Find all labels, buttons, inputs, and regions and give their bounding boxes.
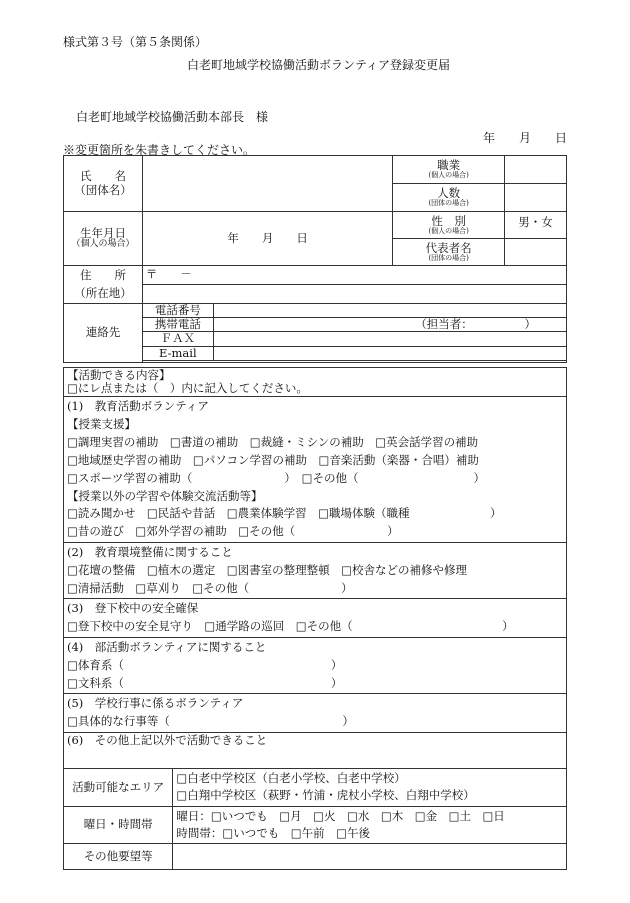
section-2-options-2[interactable]: □清掃活動 □草刈り □その他（ ）: [67, 580, 353, 595]
address-sublabel: （所在地）: [74, 286, 132, 300]
section-1-options-3[interactable]: □スポーツ学習の補助（ ） □その他（ ）: [67, 470, 486, 485]
schedule-days[interactable]: 曜日：□いつでも □月 □火 □水 □木 □金 □土 □日: [176, 808, 505, 823]
section-3-title: (3) 登下校中の安全確保: [67, 601, 199, 616]
rep-label: 代表者名: [425, 240, 472, 255]
section-1-options-4[interactable]: □読み聞かせ □民話や昔話 □農業体験学習 □職場体験（職種 ）: [67, 506, 502, 521]
section-1-subheading-class: 【授業支援】: [67, 417, 136, 432]
rep-label-cell: [393, 239, 505, 266]
name-label: 氏 名: [79, 169, 126, 184]
area-option-hakusho[interactable]: □白翔中学校区（萩野・竹浦・虎杖小学校、白翔中学校）: [176, 788, 475, 803]
birth-date-value: 年 月 日: [227, 230, 308, 245]
email-field[interactable]: [213, 346, 566, 360]
gender-label-cell: [393, 212, 505, 239]
section-4-options-2[interactable]: □文科系（ ）: [67, 675, 343, 690]
section-1-options-2[interactable]: □地域歴史学習の補助 □パソコン学習の補助 □音楽活動（楽器・合唱）補助: [67, 452, 479, 467]
section-2-title: (2) 教育環境整備に関すること: [67, 544, 233, 559]
activities-instruction: □にレ点または（ ）内に記入してください。: [67, 381, 308, 396]
section-5-options-1[interactable]: □具体的な行事等（ ）: [67, 714, 354, 729]
occupation-field[interactable]: [505, 156, 567, 184]
section-4-options-1[interactable]: □体育系（ ）: [67, 657, 343, 672]
name-label-cell: [64, 156, 143, 212]
birth-label: 生年月日: [79, 225, 126, 240]
basic-info-table: [63, 155, 567, 363]
section-1-options-1[interactable]: □調理実習の補助 □書道の補助 □裁縫・ミシンの補助 □英会話学習の補助: [67, 435, 479, 450]
person-in-charge: （担当者： ）: [415, 317, 536, 332]
document-title: 白老町地域学校協働活動ボランティア登録変更届: [187, 58, 451, 72]
mobile-field[interactable]: [213, 318, 566, 332]
schedule-label-cell: [64, 806, 173, 844]
occupation-label: 職業: [437, 158, 461, 173]
spacer: [142, 360, 566, 362]
section-1-options-5[interactable]: □昔の遊び □郊外学習の補助 □その他（ ）: [67, 524, 399, 539]
section-5-title: (5) 学校行事に係るボランティア: [67, 696, 244, 711]
address-label-cell: [64, 266, 143, 304]
section-2: [64, 542, 567, 598]
activities-table: [63, 367, 567, 870]
occupation-sublabel: (個人の場合): [428, 171, 469, 180]
section-1-subheading-other: 【授業以外の学習や体験交流活動等】: [67, 488, 263, 503]
activities-intro: [64, 368, 567, 397]
area-options: [173, 769, 567, 807]
phone-label: 電話番号: [142, 304, 213, 318]
gender-label: 性 別: [431, 213, 466, 228]
section-3-options-1[interactable]: □登下校中の安全見守り □通学路の巡回 □その他（ ）: [67, 619, 514, 634]
area-label: 活動可能なエリア: [72, 779, 165, 794]
address-label: 住 所: [79, 267, 126, 282]
section-1: [64, 397, 567, 543]
fax-field[interactable]: [213, 332, 566, 346]
postal-field[interactable]: [142, 266, 566, 285]
other-label-cell: [64, 844, 173, 870]
postal-code: 〒 －: [145, 267, 192, 282]
activities-heading: 【活動できる内容】: [67, 368, 171, 382]
gender-value: 男・女: [518, 215, 553, 229]
rep-field[interactable]: [505, 239, 567, 266]
submission-date: 年 月 日: [483, 131, 568, 145]
occupation-label-cell: [393, 156, 505, 184]
section-6-title: (6) その他上記以外で活動できること: [67, 733, 268, 748]
section-6[interactable]: [64, 733, 567, 769]
area-label-cell: [64, 769, 173, 807]
contact-label-cell: [64, 304, 143, 363]
addressee: 白老町地域学校協働活動本部長 様: [76, 110, 269, 124]
fax-label: ＦＡＸ: [142, 332, 213, 346]
section-4: [64, 638, 567, 694]
members-sublabel: (団体の場合): [428, 199, 469, 208]
birth-label-cell: [64, 212, 143, 266]
phone-field[interactable]: [213, 304, 566, 318]
name-field[interactable]: [142, 156, 392, 212]
mobile-label: 携帯電話: [142, 318, 213, 332]
birth-sublabel: （個人の場合）: [71, 239, 135, 250]
gender-sublabel: (個人の場合): [428, 226, 469, 235]
section-5: [64, 694, 567, 733]
members-field[interactable]: [505, 184, 567, 212]
address-field[interactable]: [142, 285, 566, 304]
birth-date-field[interactable]: [142, 212, 392, 266]
form-number: 様式第３号（第５条関係）: [63, 35, 208, 49]
section-3: [64, 599, 567, 638]
schedule-options: [173, 806, 567, 844]
section-4-title: (4) 部活動ボランティアに関すること: [67, 640, 267, 654]
schedule-label: 曜日・時間帯: [83, 817, 153, 832]
area-option-shiraoi[interactable]: □白老中学校区（白老小学校、白老中学校）: [176, 771, 406, 786]
schedule-times[interactable]: 時間帯：□いつでも □午前 □午後: [176, 825, 370, 840]
gender-field[interactable]: [505, 212, 567, 239]
contact-label: 連絡先: [85, 325, 121, 340]
section-2-options-1[interactable]: □花壇の整備 □植木の選定 □図書室の整理整頓 □校舎などの補修や修理: [67, 562, 467, 577]
other-field[interactable]: [173, 844, 567, 870]
email-label: E-mail: [142, 346, 213, 360]
rep-sublabel: (団体の場合): [428, 253, 469, 262]
section-1-title: (1) 教育活動ボランティア: [67, 399, 209, 414]
instruction-note: ※変更箇所を朱書きしてください。: [63, 143, 256, 157]
other-label: その他要望等: [83, 848, 153, 863]
members-label: 人数: [437, 186, 461, 201]
name-sublabel: （団体名）: [74, 182, 132, 197]
members-label-cell: [393, 184, 505, 212]
